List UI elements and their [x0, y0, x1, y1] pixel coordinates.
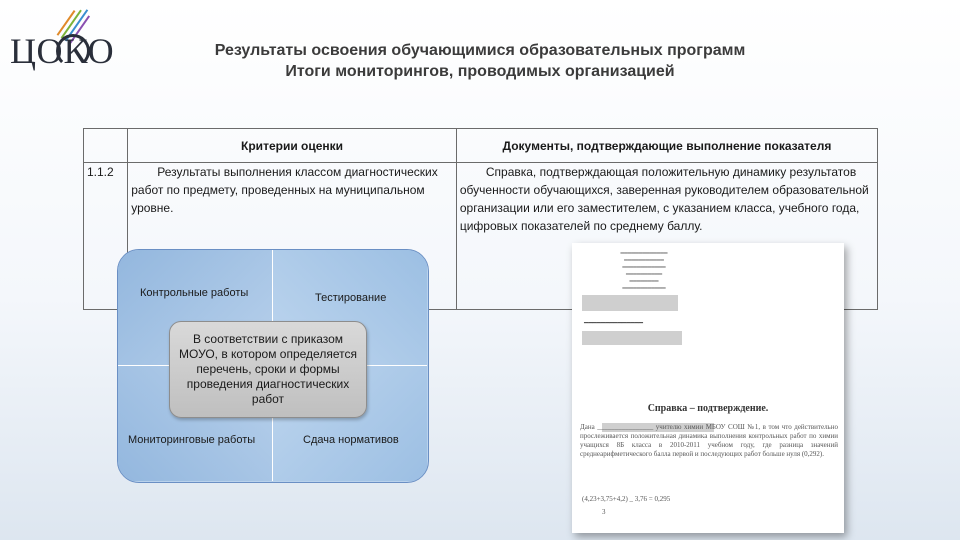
redacted-block	[582, 331, 682, 345]
doc-body: Дана ________________ учителю химии МБОУ СОШ №1, в том что действительно прослеживается положительная динамика выполнения контрольных работ по химии учащихся 8Б класса в 2010-2011 учебном году, где разница значений среднеарифметического балла первой и последующих работ больше нуля (0,292).	[580, 423, 838, 458]
doc-letterhead: ━━━━━━━━━━━━━ ━━━━━━━━━━━ ━━━━━━━━━━━━ ━━━━━━━━━━ ━━━━━━━━ ━━━━━━━━━━━━	[620, 251, 668, 292]
quadrant-label: Сдача нормативов	[303, 434, 399, 446]
doc-formula: (4,23+3,75+4,2) _ 3,76 = 0,295	[582, 495, 671, 503]
doc-date-line: ━━━━━━━━━━━━━━	[584, 319, 644, 327]
certificate-document-image	[572, 243, 844, 533]
diagram-center-box: В соответствии с приказом МОУО, в котором определяется перечень, сроки и формы проведения диагностических работ	[169, 321, 367, 418]
quadrant-label: Контрольные работы	[140, 287, 249, 299]
page-title	[150, 40, 810, 82]
table-header-row	[84, 129, 878, 163]
doc-footnote: 3	[602, 508, 606, 516]
row-criteria: Результаты выполнения классом диагностических работ по предмету, проведенных на муниципальном уровне.	[128, 163, 457, 310]
title-line-2: Итоги мониторингов, проводимых организацией	[285, 63, 675, 80]
row-documents: Справка, подтверждающая положительную динамику результатов обученности обучающихся, заверенная руководителем образовательной организации или его заместителем, с указанием класса, учебного года, цифровых показателей по среднему баллу.	[456, 163, 877, 310]
title-line-1: Результаты освоения обучающимися образовательных программ	[214, 42, 746, 59]
header-number-cell	[84, 129, 128, 163]
row-number: 1.1.2	[84, 163, 128, 310]
quadrant-label: Тестирование	[315, 292, 387, 304]
logo-text: ЦОКО	[10, 31, 115, 71]
header-documents: Документы, подтверждающие выполнение показателя	[456, 129, 877, 163]
doc-title: Справка – подтверждение.	[647, 403, 769, 414]
quadrant-label: Мониторинговые работы	[128, 434, 256, 446]
header-criteria: Критерии оценки	[128, 129, 457, 163]
coko-logo	[10, 6, 145, 76]
redacted-block	[582, 295, 678, 311]
